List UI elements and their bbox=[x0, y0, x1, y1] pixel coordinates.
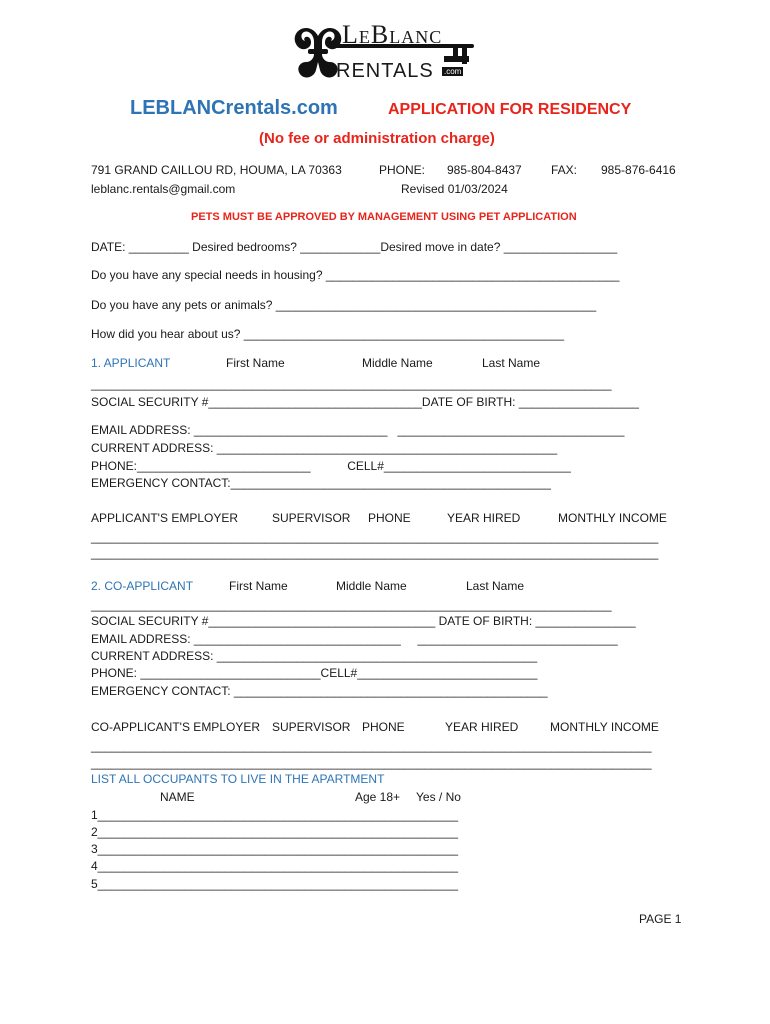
hear-about-line[interactable]: How did you hear about us? ________________________________________________ bbox=[91, 327, 565, 341]
coapplicant-heading: 2. CO-APPLICANT bbox=[91, 579, 194, 593]
occupants-name-header: NAME bbox=[160, 790, 195, 804]
applicant-middle-name-label: Middle Name bbox=[362, 356, 433, 370]
applicant-last-name-label: Last Name bbox=[482, 356, 541, 370]
occupant-row[interactable]: 1______________________________________________________ bbox=[91, 808, 459, 822]
applicant-year-hired-header: YEAR HIRED bbox=[447, 511, 521, 525]
coapplicant-year-hired-header: YEAR HIRED bbox=[445, 720, 519, 734]
applicant-ssn-dob-line[interactable]: SOCIAL SECURITY #________________________________DATE OF BIRTH: __________________ bbox=[91, 395, 639, 409]
fax-label: FAX: bbox=[551, 163, 578, 177]
occupant-row[interactable]: 3______________________________________________________ bbox=[91, 842, 459, 856]
business-email: leblanc.rentals@gmail.com bbox=[91, 182, 236, 196]
applicant-heading: 1. APPLICANT bbox=[91, 356, 171, 370]
logo-text-leblanc: LeBlanc bbox=[342, 20, 443, 49]
form-subtitle: (No fee or administration charge) bbox=[259, 130, 495, 147]
revised-date: Revised 01/03/2024 bbox=[401, 182, 508, 196]
pets-line[interactable]: Do you have any pets or animals? ________________________________________________ bbox=[91, 298, 597, 312]
coapplicant-first-name-label: First Name bbox=[229, 579, 288, 593]
coapplicant-ssn-dob-line[interactable]: SOCIAL SECURITY #__________________________________ DATE OF BIRTH: _______________ bbox=[91, 614, 636, 628]
applicant-employer-line-2[interactable]: _____________________________________________________________________________________ bbox=[91, 546, 659, 560]
occupants-age-header: Age 18+ bbox=[355, 790, 401, 804]
applicant-name-line[interactable]: ______________________________________________________________________________ bbox=[91, 377, 612, 391]
applicant-supervisor-header: SUPERVISOR bbox=[272, 511, 351, 525]
logo-text-rentals: RENTALS bbox=[336, 60, 434, 82]
coapplicant-employer-header: CO-APPLICANT'S EMPLOYER bbox=[91, 720, 260, 734]
occupants-heading: LIST ALL OCCUPANTS TO LIVE IN THE APARTMENT bbox=[91, 772, 385, 786]
form-title: APPLICATION FOR RESIDENCY bbox=[388, 101, 632, 118]
leblanc-rentals-logo bbox=[278, 18, 478, 88]
phone-value: 985-804-8437 bbox=[447, 163, 522, 177]
pets-notice: PETS MUST BE APPROVED BY MANAGEMENT USING PET APPLICATION bbox=[191, 211, 577, 223]
coapplicant-employer-line-2[interactable]: ____________________________________________________________________________________ bbox=[91, 756, 652, 770]
applicant-phone-header: PHONE bbox=[368, 511, 411, 525]
applicant-employer-header: APPLICANT'S EMPLOYER bbox=[91, 511, 238, 525]
coapplicant-last-name-label: Last Name bbox=[466, 579, 525, 593]
business-address: 791 GRAND CAILLOU RD, HOUMA, LA 70363 bbox=[91, 163, 342, 177]
coapplicant-monthly-income-header: MONTHLY INCOME bbox=[550, 720, 659, 734]
coapplicant-email-line[interactable]: EMAIL ADDRESS: _______________________________ ______________________________ bbox=[91, 632, 618, 646]
phone-label: PHONE: bbox=[379, 163, 426, 177]
coapplicant-name-line[interactable]: ______________________________________________________________________________ bbox=[91, 598, 612, 612]
fax-value: 985-876-6416 bbox=[601, 163, 676, 177]
applicant-current-address-line[interactable]: CURRENT ADDRESS: ___________________________________________________ bbox=[91, 441, 558, 455]
logo-badge: .com bbox=[444, 67, 462, 76]
occupants-yesno-header: Yes / No bbox=[416, 790, 461, 804]
coapplicant-employer-line-1[interactable]: ____________________________________________________________________________________ bbox=[91, 739, 652, 753]
coapplicant-supervisor-header: SUPERVISOR bbox=[272, 720, 351, 734]
applicant-phone-cell-line[interactable]: PHONE:__________________________ CELL#____________________________ bbox=[91, 459, 571, 473]
coapplicant-emergency-contact-line[interactable]: EMERGENCY CONTACT: _______________________________________________ bbox=[91, 684, 548, 698]
date-bedrooms-move-in-line[interactable]: DATE: _________ Desired bedrooms? ____________Desired move in date? _________________ bbox=[91, 240, 618, 254]
applicant-first-name-label: First Name bbox=[226, 356, 285, 370]
coapplicant-middle-name-label: Middle Name bbox=[336, 579, 407, 593]
coapplicant-phone-cell-line[interactable]: PHONE: ___________________________CELL#___________________________ bbox=[91, 666, 538, 680]
coapplicant-phone-header: PHONE bbox=[362, 720, 405, 734]
applicant-monthly-income-header: MONTHLY INCOME bbox=[558, 511, 667, 525]
occupant-row[interactable]: 4______________________________________________________ bbox=[91, 859, 459, 873]
applicant-email-line[interactable]: EMAIL ADDRESS: _____________________________ __________________________________ bbox=[91, 423, 625, 437]
occupant-row[interactable]: 2______________________________________________________ bbox=[91, 825, 459, 839]
applicant-employer-line-1[interactable]: _____________________________________________________________________________________ bbox=[91, 530, 659, 544]
occupant-row[interactable]: 5______________________________________________________ bbox=[91, 877, 459, 891]
site-name: LEBLANCrentals.com bbox=[130, 97, 338, 119]
page-number: PAGE 1 bbox=[639, 912, 682, 926]
applicant-emergency-contact-line[interactable]: EMERGENCY CONTACT:________________________________________________ bbox=[91, 476, 551, 490]
coapplicant-current-address-line[interactable]: CURRENT ADDRESS: ________________________________________________ bbox=[91, 649, 538, 663]
special-needs-line[interactable]: Do you have any special needs in housing? ____________________________________________ bbox=[91, 268, 620, 282]
